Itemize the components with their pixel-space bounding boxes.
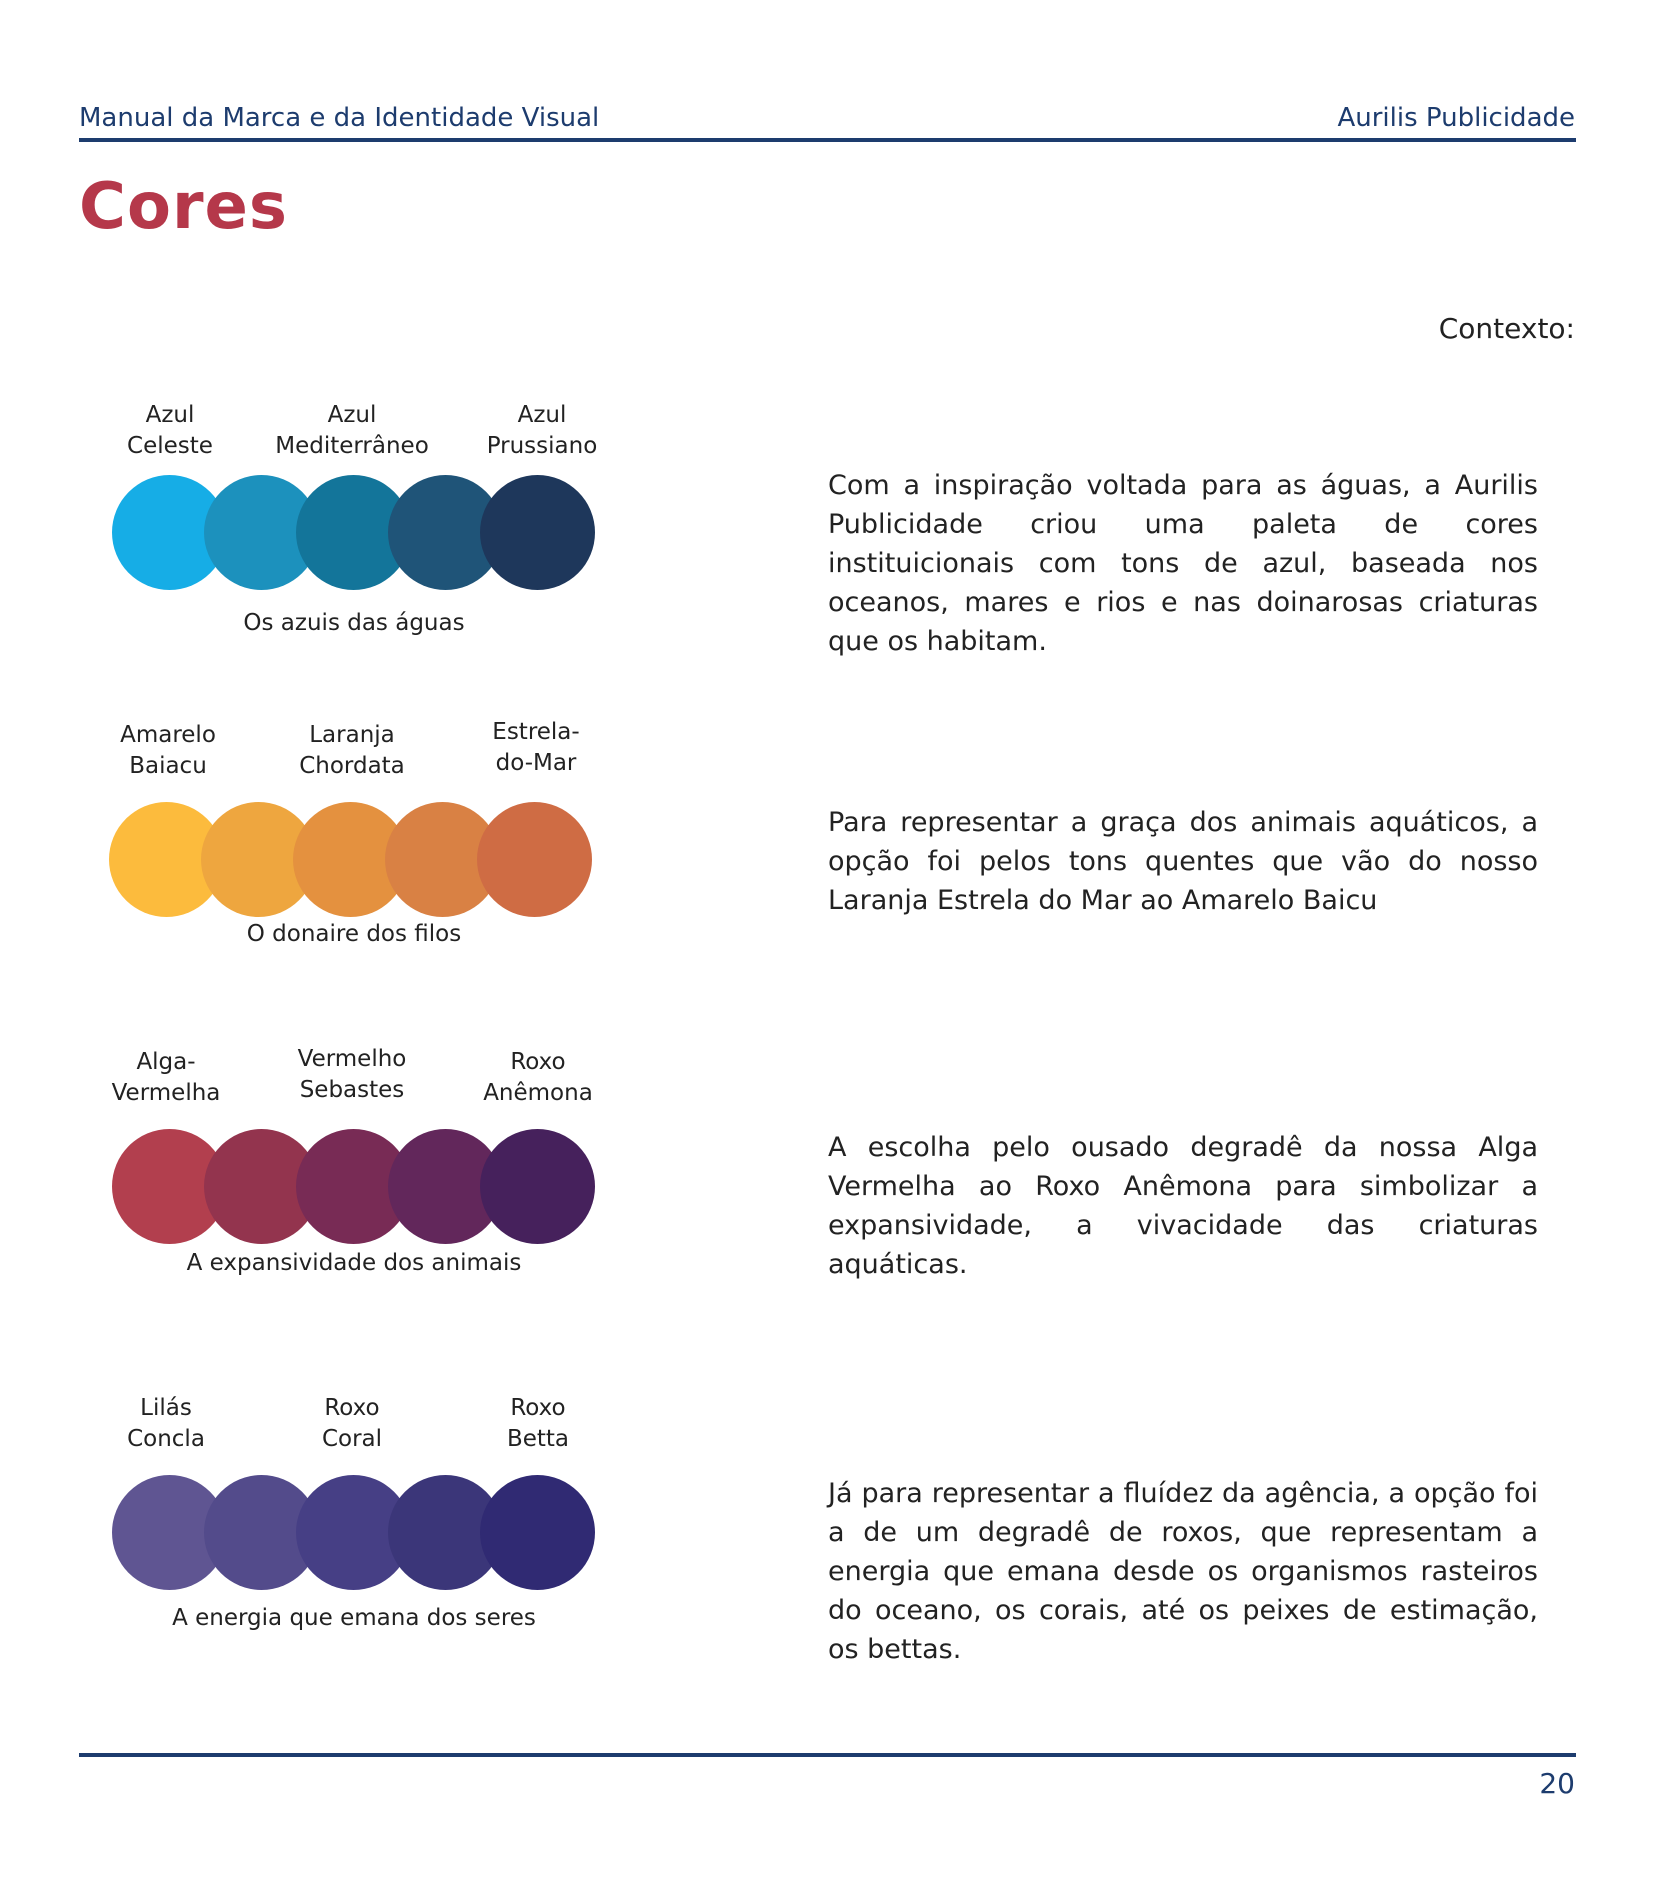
color-name: Roxo Betta [506, 1395, 570, 1452]
color-swatch [480, 1129, 595, 1244]
palette-color-names [0, 1393, 700, 1463]
palette-caption: A energia que emana dos seres [172, 1605, 536, 1631]
palette-description: Já para representar a fluídez da agência, a opção foi a de um degradê de roxos, que representam a energia que emana desde os organismos rasteiros do oceano, os corais, até os peixes de estimação, os bettas. [828, 1478, 1538, 1665]
color-name: Lilás Concla [127, 1395, 205, 1452]
palette-color-names [0, 1047, 700, 1117]
palette-color-names [0, 720, 700, 790]
swatch-row [112, 1129, 612, 1244]
swatch-row [112, 475, 612, 590]
palette-description: A escolha pelo ousado degradê da nossa Alga Vermelha ao Roxo Anêmona para simbolizar a expansividade, a vivacidade das criaturas aquáticas. [828, 1132, 1538, 1280]
swatch-row [112, 1475, 612, 1590]
palette-caption: A expansividade dos animais [186, 1250, 522, 1276]
color-name: Roxo Anêmona [483, 1049, 593, 1106]
swatch-row [109, 802, 609, 917]
palette-caption: O donaire dos filos [246, 921, 462, 947]
color-name: Laranja Chordata [299, 722, 405, 779]
palette-caption: Os azuis das águas [243, 610, 465, 636]
color-name: Alga- Vermelha [111, 1049, 221, 1106]
color-name: Azul Celeste [127, 402, 213, 459]
page-number: 20 [1539, 1767, 1575, 1800]
header-document-title: Manual da Marca e da Identidade Visual [79, 103, 600, 133]
context-label: Contexto: [1438, 312, 1575, 345]
color-swatch [477, 802, 592, 917]
color-name: Azul Prussiano [486, 402, 598, 459]
palette-description: Com a inspiração voltada para as águas, a Aurilis Publicidade criou uma paleta de cores instituicionais com tons de azul, baseada nos oceanos, mares e rios e nas doinarosas criaturas que os habitam. [828, 470, 1538, 657]
color-swatch [480, 475, 595, 590]
footer-divider [79, 1753, 1576, 1757]
palette-description: Para representar a graça dos animais aquáticos, a opção foi pelos tons quentes que vão do nosso Laranja Estrela do Mar ao Amarelo Baicu [828, 807, 1538, 916]
palette-color-names [0, 400, 700, 470]
header-divider [79, 138, 1576, 142]
header-company-name: Aurilis Publicidade [1337, 103, 1575, 133]
color-name: Azul Mediterrâneo [275, 402, 429, 459]
color-name: Roxo Coral [321, 1395, 383, 1452]
color-swatch [480, 1475, 595, 1590]
color-name: Amarelo Baiacu [120, 722, 216, 779]
color-name: Estrela- do-Mar [492, 719, 580, 776]
page-title: Cores [79, 170, 288, 244]
color-name: Vermelho Sebastes [297, 1046, 407, 1103]
